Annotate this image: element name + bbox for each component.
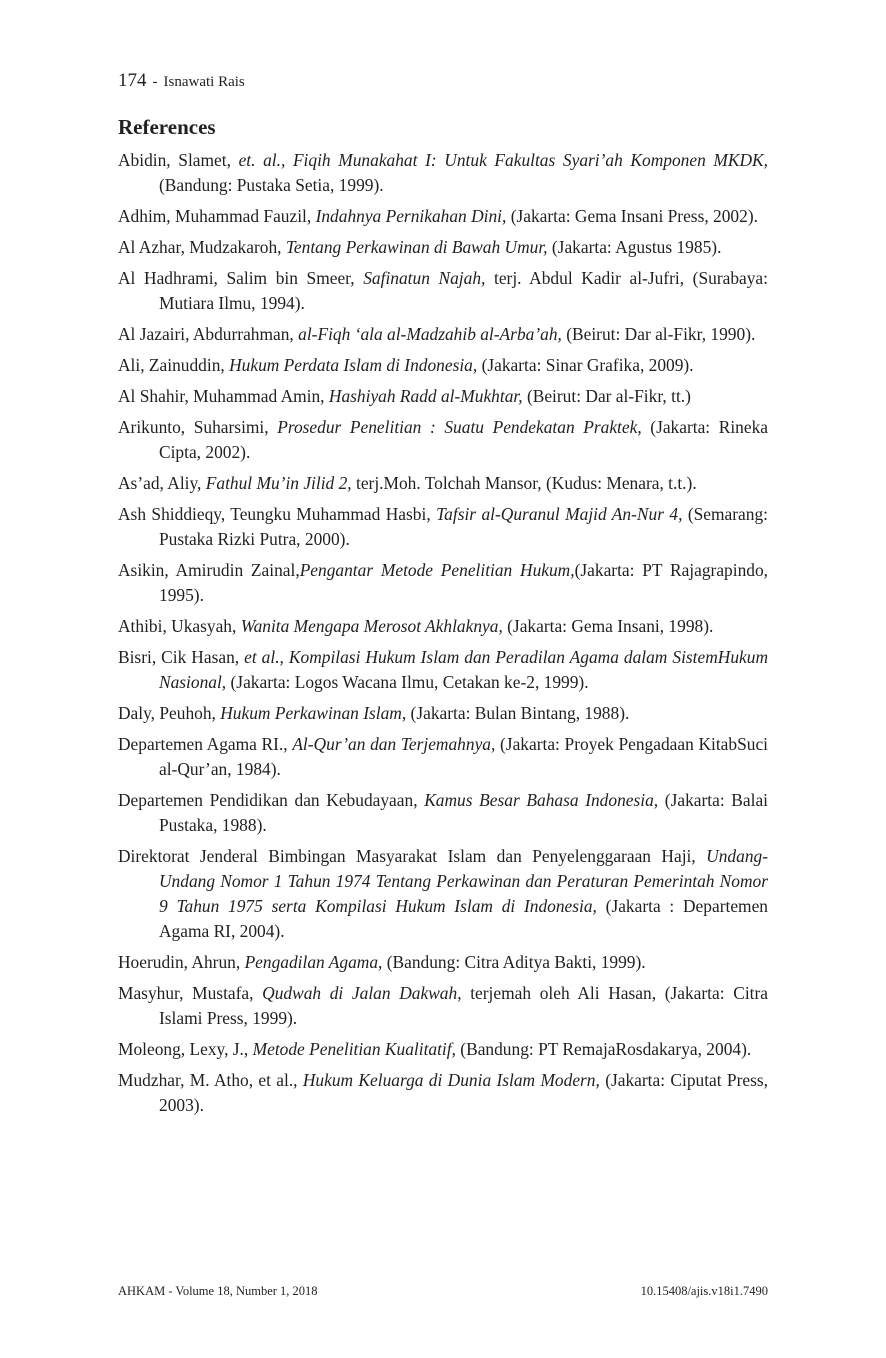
reference-item xyxy=(118,384,768,409)
ref-title: Indahnya Pernikahan Dini, xyxy=(315,206,507,226)
running-header xyxy=(118,70,245,92)
ref-author: Departemen Pendidikan dan Kebudayaan, xyxy=(118,790,425,810)
ref-publication: (Jakarta: Gema Insani, 1998). xyxy=(502,616,714,636)
ref-publication: (Jakarta : Departemen Agama RI, 2004). xyxy=(159,896,768,941)
ref-title: Hashiyah Radd al-Mukhtar, xyxy=(328,386,523,406)
reference-item xyxy=(118,558,768,608)
ref-publication: , terjemah oleh Ali Hasan, (Jakarta: Citra Islami Press, 1999). xyxy=(159,983,769,1028)
reference-item xyxy=(118,266,768,316)
ref-publication: (Jakarta: Logos Wacana Ilmu, Cetakan ke-2, 1999). xyxy=(226,672,589,692)
ref-author: Departemen Agama RI., xyxy=(118,734,293,754)
reference-item xyxy=(118,732,768,782)
ref-publication: (Bandung: Citra Aditya Bakti, 1999). xyxy=(382,952,646,972)
ref-publication: (Bandung: PT RemajaRosdakarya, 2004). xyxy=(455,1039,752,1059)
ref-publication: (Jakarta: Agustus 1985). xyxy=(547,237,722,257)
reference-item xyxy=(118,1068,768,1118)
ref-title: Qudwah di Jalan Dakwah xyxy=(262,983,458,1003)
ref-author: Bisri, Cik Hasan, xyxy=(118,647,245,667)
ref-title: Kamus Besar Bahasa Indonesia, xyxy=(424,790,659,810)
reference-item xyxy=(118,950,768,975)
ref-author: Daly, Peuhoh, xyxy=(118,703,221,723)
ref-publication: (Jakarta: Gema Insani Press, 2002). xyxy=(506,206,758,226)
ref-author: Arikunto, Suharsimi, xyxy=(118,417,278,437)
ref-publication: terj. Abdul Kadir al-Jufri, (Surabaya: Mutiara Ilmu, 1994). xyxy=(159,268,768,313)
ref-title: Prosedur Penelitian : Suatu Pendekatan Praktek xyxy=(277,417,638,437)
ref-author: As’ad, Aliy, xyxy=(118,473,206,493)
reference-list xyxy=(118,148,768,1124)
ref-author: Athibi, Ukasyah, xyxy=(118,616,241,636)
journal-info: AHKAM - Volume 18, Number 1, 2018 xyxy=(118,1284,318,1298)
ref-title: et al., Kompilasi Hukum Islam dan Peradilan Agama dalam SistemHukum Nasional, xyxy=(159,647,769,692)
reference-item xyxy=(118,204,768,229)
ref-author: Hoerudin, Ahrun, xyxy=(118,952,245,972)
ref-author: Al Hadhrami, Salim bin Smeer, xyxy=(118,268,364,288)
reference-item xyxy=(118,788,768,838)
ref-author: Direktorat Jenderal Bimbingan Masyarakat Islam dan Penyelenggaraan Haji, xyxy=(118,846,707,866)
ref-publication: (Jakarta: PT Rajagrapindo, 1995). xyxy=(159,560,768,605)
reference-item xyxy=(118,614,768,639)
reference-item xyxy=(118,844,768,944)
ref-author: Ash Shiddieqy, Teungku Muhammad Hasbi, xyxy=(118,504,437,524)
ref-author: Al Azhar, Mudzakaroh, xyxy=(118,237,286,257)
section-title: References xyxy=(118,115,216,139)
ref-author: Al Shahir, Muhammad Amin, xyxy=(118,386,329,406)
ref-author: Mudzhar, M. Atho, et al., xyxy=(118,1070,303,1090)
ref-author: Moleong, Lexy, J., xyxy=(118,1039,253,1059)
ref-publication: (Jakarta: Ciputat Press, 2003). xyxy=(159,1070,768,1115)
ref-author: Abidin, Slamet, xyxy=(118,150,239,170)
ref-title: Metode Penelitian Kualitatif, xyxy=(252,1039,456,1059)
running-footer xyxy=(118,1284,768,1299)
ref-publication: (Jakarta: Balai Pustaka, 1988). xyxy=(159,790,769,835)
page-number: 174 xyxy=(118,70,147,91)
reference-item xyxy=(118,353,768,378)
ref-author: Adhim, Muhammad Fauzil, xyxy=(118,206,316,226)
header-separator: - xyxy=(152,74,158,90)
ref-title: Safinatun Najah, xyxy=(363,268,486,288)
reference-item xyxy=(118,235,768,260)
ref-title: Al-Qur’an dan Terjemahnya, xyxy=(292,734,496,754)
ref-title: Fathul Mu’in Jilid 2, xyxy=(205,473,352,493)
ref-author: Al Jazairi, Abdurrahman, xyxy=(118,324,299,344)
reference-item xyxy=(118,701,768,726)
ref-publication: (Beirut: Dar al-Fikr, 1990). xyxy=(561,324,756,344)
ref-publication: terj.Moh. Tolchah Mansor, (Kudus: Menara, t.t.). xyxy=(351,473,697,493)
ref-publication: (Jakarta: Proyek Pengadaan KitabSuci al-Qur’an, 1984). xyxy=(159,734,768,779)
reference-item xyxy=(118,415,768,465)
reference-item xyxy=(118,981,768,1031)
ref-title: et. al., Fiqih Munakahat I: Untuk Fakultas Syari’ah Komponen MKDK, xyxy=(238,150,768,170)
ref-publication: , (Jakarta: Bulan Bintang, 1988). xyxy=(401,703,630,723)
ref-publication: , (Jakarta: Rineka Cipta, 2002). xyxy=(159,417,768,462)
ref-title: Hukum Perkawinan Islam xyxy=(220,703,402,723)
reference-item xyxy=(118,645,768,695)
ref-title: Tafsir al-Quranul Majid An-Nur 4, xyxy=(436,504,683,524)
ref-author: Asikin, Amirudin Zainal, xyxy=(118,560,300,580)
doi: 10.15408/ajis.v18i1.7490 xyxy=(640,1284,768,1298)
ref-publication: (Beirut: Dar al-Fikr, tt.) xyxy=(522,386,691,406)
reference-item xyxy=(118,1037,768,1062)
running-author: Isnawati Rais xyxy=(163,74,245,90)
reference-item xyxy=(118,502,768,552)
ref-title: al-Fiqh ‘ala al-Madzahib al-Arba’ah, xyxy=(298,324,562,344)
ref-author: Ali, Zainuddin, xyxy=(118,355,230,375)
ref-author: Masyhur, Mustafa, xyxy=(118,983,263,1003)
reference-item xyxy=(118,322,768,347)
reference-item xyxy=(118,148,768,198)
ref-title: Hukum Keluarga di Dunia Islam Modern, xyxy=(302,1070,600,1090)
ref-publication: (Jakarta: Sinar Grafika, 2009). xyxy=(477,355,694,375)
ref-title: Tentang Perkawinan di Bawah Umur, xyxy=(285,237,548,257)
ref-title: Pengadilan Agama, xyxy=(244,952,383,972)
ref-publication: (Bandung: Pustaka Setia, 1999). xyxy=(159,175,384,195)
ref-title: Hukum Perdata Islam di Indonesia, xyxy=(229,355,478,375)
reference-item xyxy=(118,471,768,496)
ref-publication: (Semarang: Pustaka Rizki Putra, 2000). xyxy=(159,504,768,549)
ref-title: Pengantar Metode Penelitian Hukum, xyxy=(299,560,575,580)
ref-title: Wanita Mengapa Merosot Akhlaknya, xyxy=(240,616,503,636)
ref-title: Undang-Undang Nomor 1 Tahun 1974 Tentang Perkawinan dan Peraturan Pemerintah Nomor 9 Tahun 1975 serta Kompilasi Hukum Islam di Indonesia, xyxy=(159,846,768,916)
